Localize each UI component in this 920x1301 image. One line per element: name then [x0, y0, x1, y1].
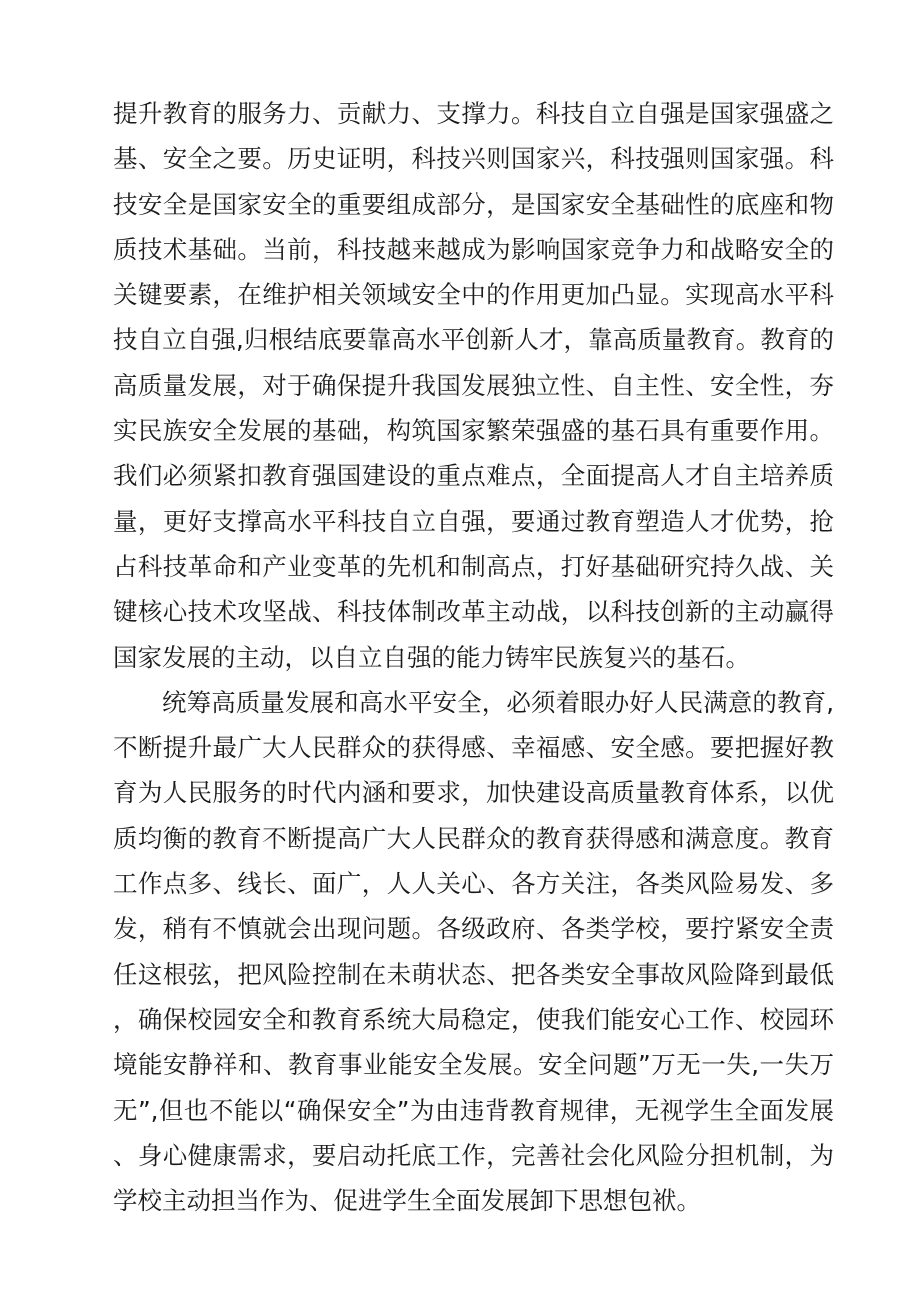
paragraph-1: 提升教育的服务力、贡献力、支撑力。科技自立自强是国家强盛之基、安全之要。历史证明，科技兴则国家兴，科技强则国家强。科技安全是国家安全的重要组成部分，是国家安全基础性的底座和物质技术基础。当前，科技越来越成为影响国家竞争力和战略安全的关键要素，在维护相关领域安全中的作用更加凸显。实现高水平科技自立自强,归根结底要靠高水平创新人才，靠高质量教育。教育的高质量发展，对于确保提升我国发展独立性、自主性、安全性，夯实民族安全发展的基础，构筑国家繁荣强盛的基石具有重要作用。我们必须紧扣教育强国建设的重点难点，全面提高人才自主培养质量，更好支撑高水平科技自立自强，要通过教育塑造人才优势，抢占科技革命和产业变革的先机和制高点，打好基础研究持久战、关键核心技术攻坚战、科技体制改革主动战，以科技创新的主动赢得国家发展的主动，以自立自强的能力铸牢民族复兴的基石。 [113, 99, 834, 672]
paragraph-2: 统筹高质量发展和高水平安全，必须着眼办好人民满意的教育,不断提升最广大人民群众的获得感、幸福感、安全感。要把握好教育为人民服务的时代内涵和要求，加快建设高质量教育体系，以优质均衡的教育不断提高广大人民群众的教育获得感和满意度。教育工作点多、线长、面广，人人关心、各方关注，各类风险易发、多发，稍有不慎就会出现问题。各级政府、各类学校，要拧紧安全责任这根弦，把风险控制在未萌状态、把各类安全事故风险降到最低，确保校园安全和教育系统大局稳定，使我们能安心工作、校园环境能安静祥和、教育事业能安全发展。安全问题”万无一失,一失万无”,但也不能以“确保安全”为由违背教育规律，无视学生全面发展、身心健康需求，要启动托底工作，完善社会化风险分担机制，为学校主动担当作为、促进学生全面发展卸下思想包袱。 [113, 687, 834, 1216]
